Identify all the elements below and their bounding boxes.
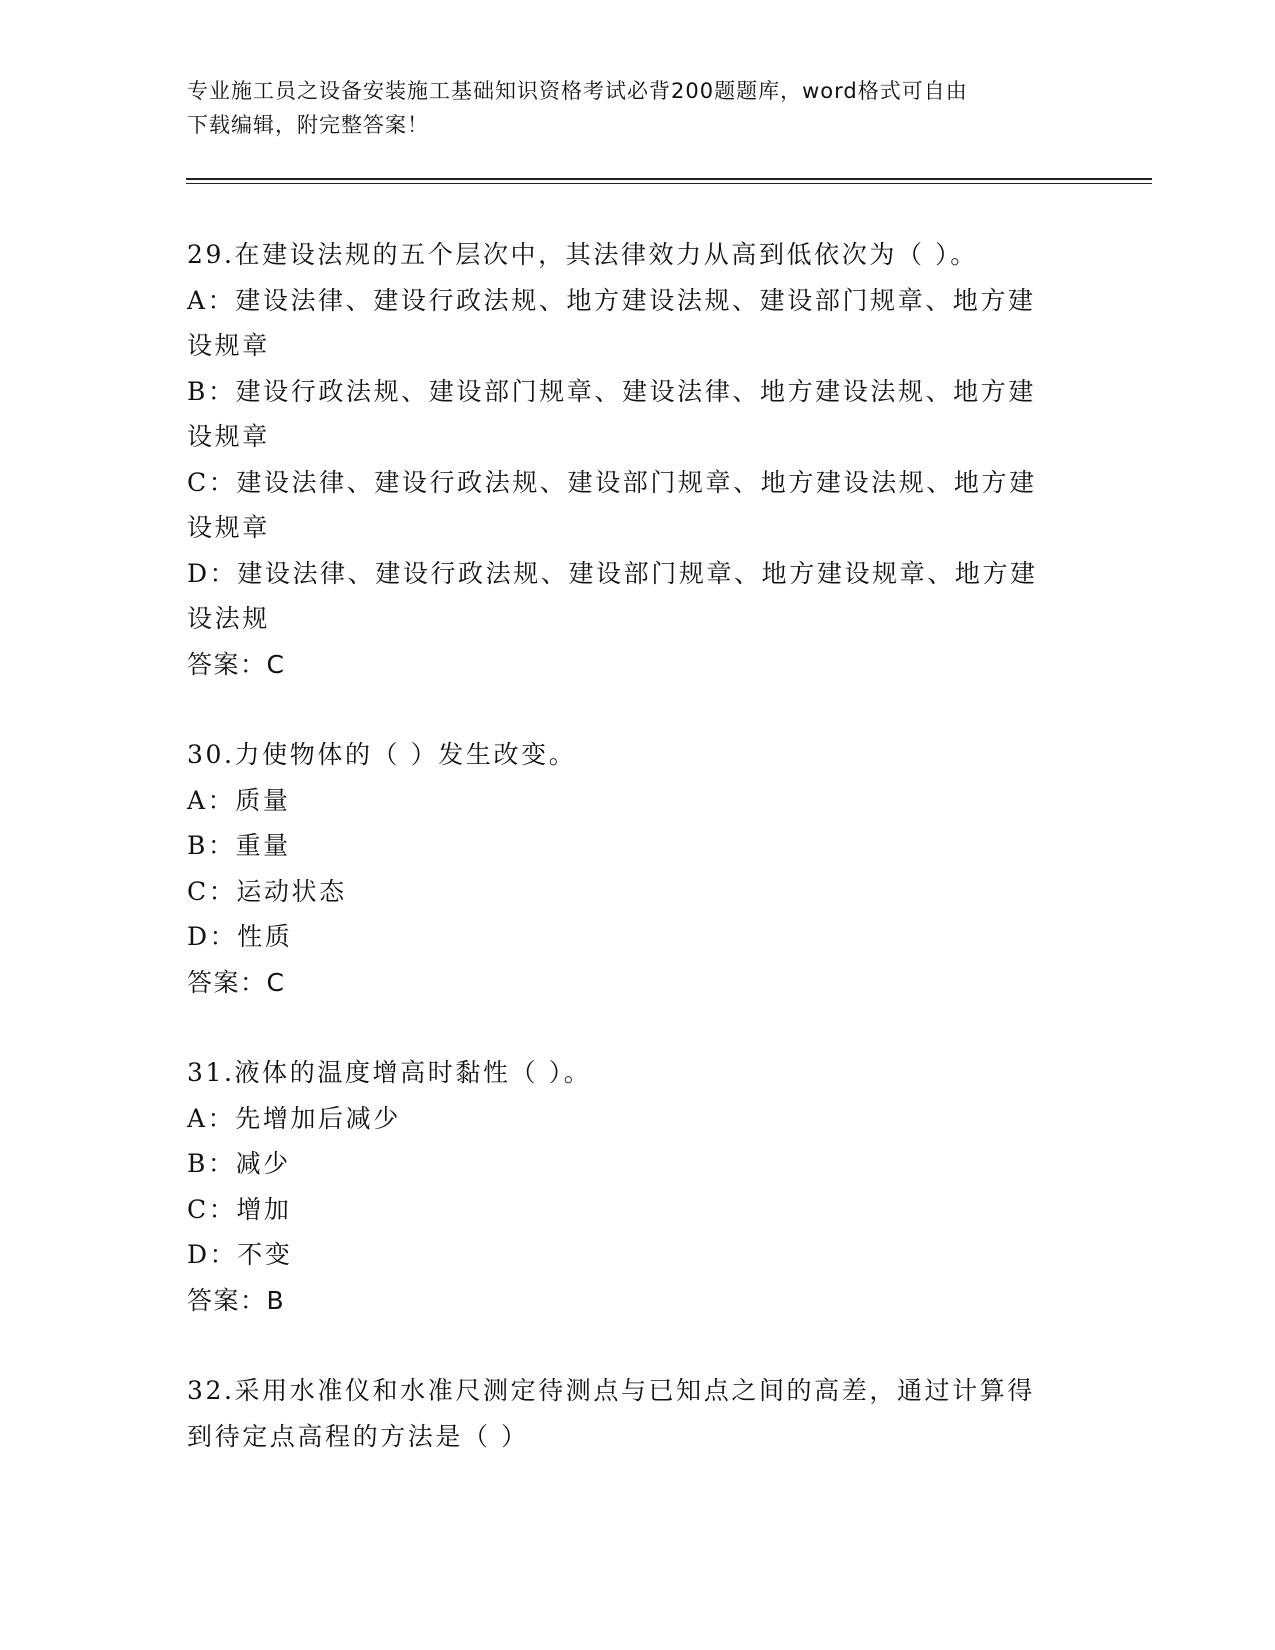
option-c: C：增加 — [187, 1194, 292, 1224]
option-b: B：重量 — [187, 831, 291, 860]
question-stem: 32.采用水准仪和水准尺测定待测点与已知点之间的高差，通过计算得 — [187, 1376, 1035, 1405]
option-b: B：减少 — [187, 1149, 291, 1178]
option-a: A：建设法律、建设行政法规、地方建设法规、建设部门规章、地方建 设规章 — [187, 285, 1036, 360]
header-divider — [186, 178, 1152, 180]
answer-text: 答案：C — [187, 967, 286, 997]
option-c: C：运动状态 — [187, 876, 347, 906]
option-d: D：性质 — [187, 922, 293, 951]
option-a: A：先增加后减少 — [187, 1103, 401, 1133]
question-stem: 29.在建设法规的五个层次中，其法律效力从高到低依次为（ ）。 — [187, 240, 978, 269]
option-d: D：建设法律、建设行政法规、建设部门规章、地方建设规章、地方建 设法规 — [187, 558, 1038, 633]
question-stem-continued: 到待定点高程的方法是（ ） — [187, 1421, 529, 1451]
header-divider-thin — [186, 183, 1152, 184]
option-c: C：建设法律、建设行政法规、建设部门规章、地方建设法规、地方建 设规章 — [187, 467, 1037, 542]
header-line: 下载编辑，附完整答案！ — [187, 113, 429, 137]
question-list — [187, 232, 1087, 1504]
question-32 — [187, 1368, 1087, 1459]
question-30 — [187, 732, 1087, 1005]
question-stem: 31.液体的温度增高时黏性（ ）。 — [187, 1058, 592, 1087]
answer-text: 答案：C — [187, 649, 286, 679]
question-29 — [187, 232, 1087, 687]
answer-text: 答案：B — [187, 1285, 286, 1315]
header-line: 专业施工员之设备安装施工基础知识资格考试必背200题题库，word格式可自由 — [187, 79, 968, 103]
document-header — [187, 74, 1067, 142]
question-stem: 30.力使物体的（ ）发生改变。 — [187, 740, 577, 769]
option-b: B：建设行政法规、建设部门规章、建设法律、地方建设法规、地方建 设规章 — [187, 376, 1036, 451]
question-31 — [187, 1050, 1087, 1323]
option-a: A：质量 — [187, 785, 291, 815]
option-d: D：不变 — [187, 1240, 293, 1269]
